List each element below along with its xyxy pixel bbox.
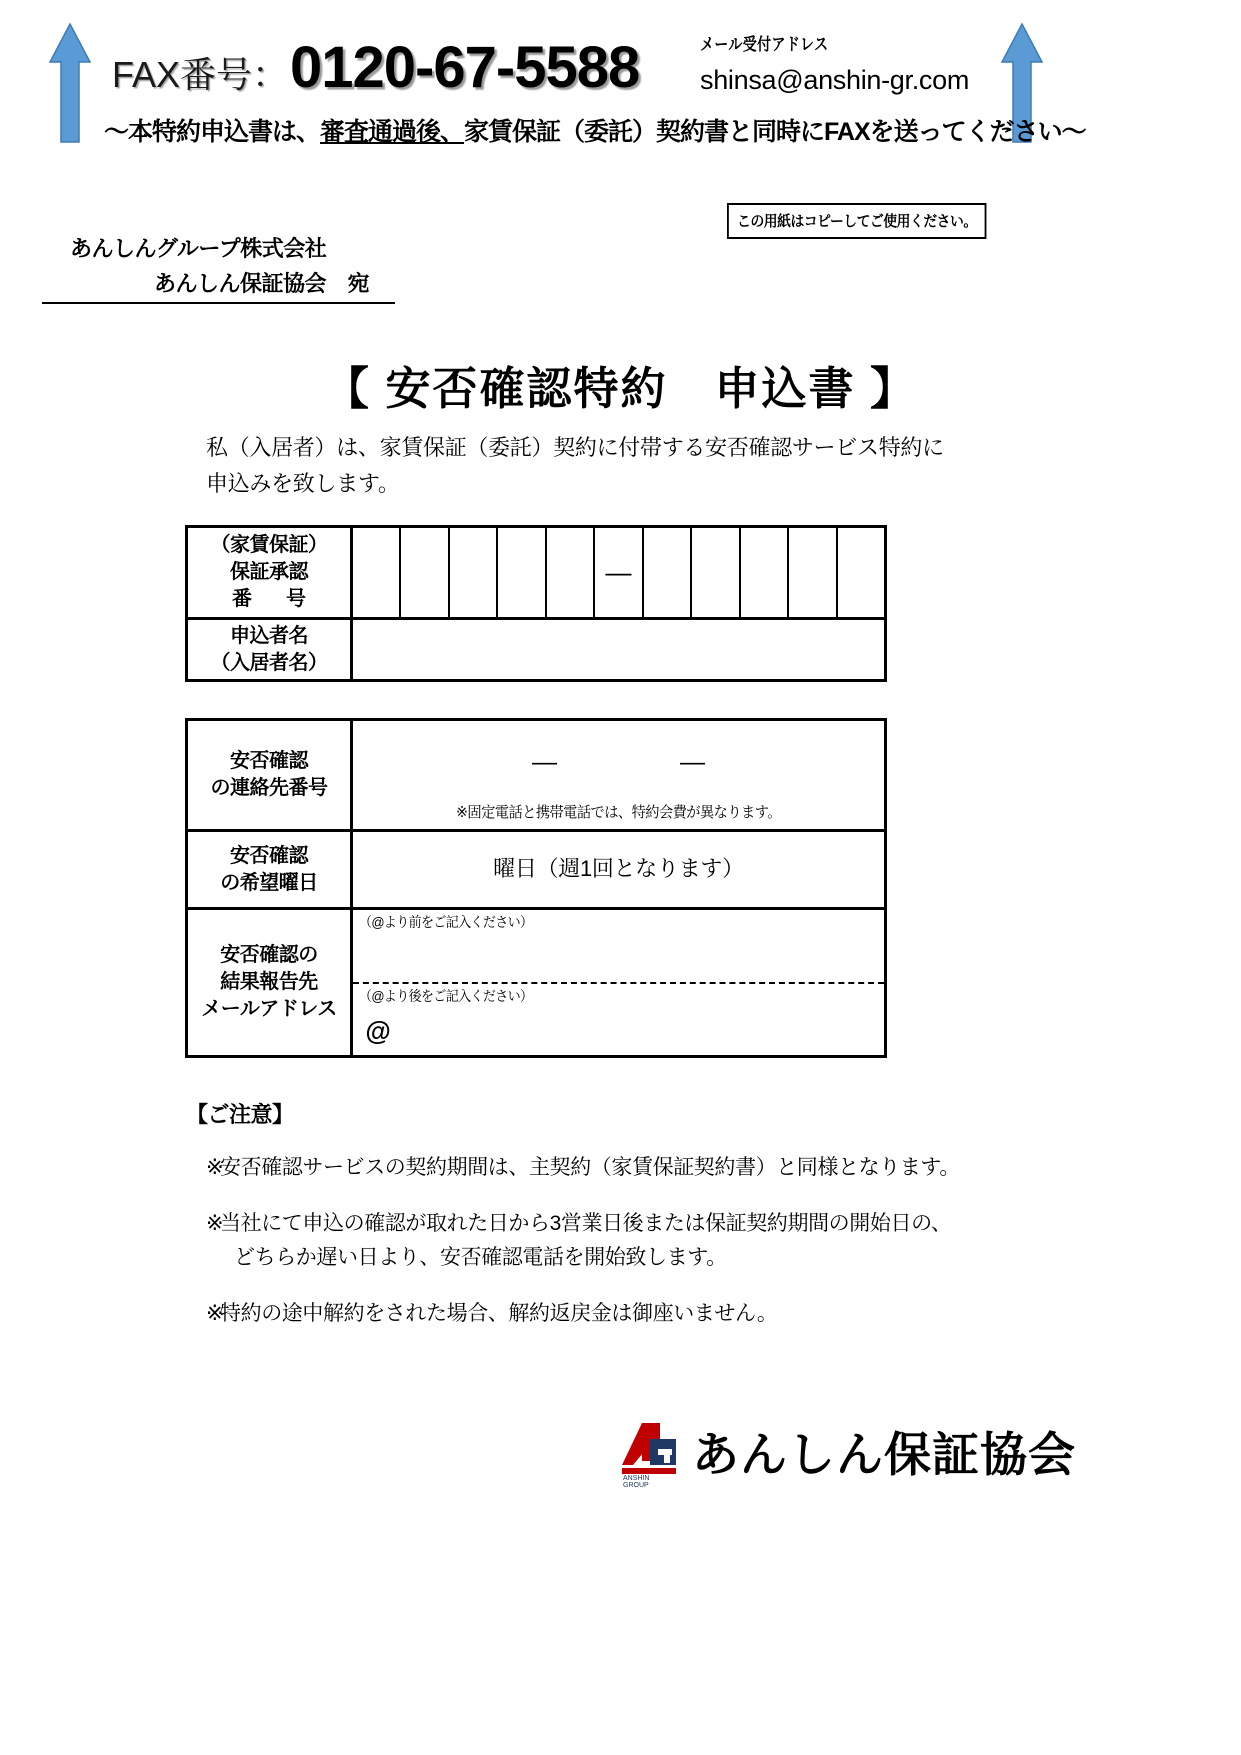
approval-number-table <box>185 525 887 682</box>
notes-section <box>186 1098 1186 1331</box>
approval-number-label-line-1: （家賃保証） <box>210 534 328 556</box>
addressee-company: あんしんグループ株式会社 <box>70 236 327 261</box>
report-email-label-line-2: 結果報告先 <box>220 971 318 993</box>
footer-logo <box>620 1418 1076 1489</box>
contact-phone-label-line-2: の連絡先番号 <box>210 777 328 799</box>
preferred-weekday-input[interactable]: 曜日（週1回となります） <box>493 856 744 881</box>
report-email-label-line-1: 安否確認の <box>220 944 318 966</box>
approval-number-label-line-3: 番 号 <box>232 588 313 610</box>
note-item <box>186 1151 1186 1185</box>
report-email-label <box>188 910 353 1055</box>
approval-number-cell[interactable] <box>401 528 449 617</box>
intro-paragraph <box>206 430 944 501</box>
approval-number-cell[interactable] <box>498 528 546 617</box>
addressee-block <box>42 232 462 304</box>
footer-logo-text: あんしん保証協会 <box>692 1428 1076 1481</box>
note-text <box>220 1151 960 1185</box>
addressee-association: あんしん保証協会 宛 <box>154 271 370 296</box>
email-local-part-input[interactable] <box>353 910 884 984</box>
mail-address: shinsa@anshin-gr.com <box>700 65 970 95</box>
note-item <box>186 1207 1186 1275</box>
preferred-weekday-label-line-2: の希望曜日 <box>220 871 318 894</box>
notes-title: 【ご注意】 <box>186 1102 294 1127</box>
note-bullet-icon: ※ <box>206 1302 224 1326</box>
phone-dash-group <box>353 748 884 777</box>
mail-receive-block <box>700 30 969 96</box>
svg-text:ANSHIN: ANSHIN <box>623 1474 650 1482</box>
approval-number-cell[interactable] <box>644 528 692 617</box>
tagline-underline: 審査通過後、 <box>320 118 465 146</box>
contact-phone-label-line-1: 安否確認 <box>230 750 308 772</box>
contact-phone-row <box>188 721 884 829</box>
email-domain-part-input[interactable] <box>353 984 884 1056</box>
page-title: 【 安否確認特約 申込書 】 <box>323 363 917 414</box>
note-line: 特約の途中解約をされた場合、解約返戻金は御座いません。 <box>220 1302 778 1326</box>
contact-phone-label <box>188 721 353 829</box>
approval-number-row <box>188 528 884 617</box>
applicant-name-input[interactable] <box>353 620 884 679</box>
note-text <box>220 1297 777 1331</box>
phone-dash-2: — <box>680 748 705 776</box>
approval-number-label-line-2: 保証承認 <box>230 561 308 583</box>
approval-number-cell[interactable] <box>741 528 789 617</box>
email-domain-hint: （@より後をご記入ください） <box>359 987 533 1004</box>
contact-phone-input[interactable] <box>353 721 884 829</box>
tagline-post: 家賃保証（委託）契約書と同時にFAXを送ってください〜 <box>464 118 1086 146</box>
applicant-name-label <box>188 620 353 679</box>
intro-line-1: 私（入居者）は、家賃保証（委託）契約に付帯する安否確認サービス特約に <box>206 435 944 460</box>
applicant-name-label-line-1: 申込者名 <box>230 624 308 647</box>
tagline-pre: 〜本特約申込書は、 <box>104 118 321 146</box>
safety-confirmation-table <box>185 718 887 1058</box>
email-local-hint: （@より前をご記入ください） <box>359 914 533 930</box>
preferred-weekday-label-line-1: 安否確認 <box>230 844 308 867</box>
preferred-weekday-label <box>188 832 353 907</box>
applicant-name-label-line-2: （入居者名） <box>210 651 328 674</box>
fax-label: FAX番号： <box>112 54 289 95</box>
up-arrow-icon-left <box>48 22 92 144</box>
at-sign-icon: @ <box>365 1015 391 1046</box>
note-text <box>220 1207 951 1275</box>
approval-number-cell[interactable] <box>789 528 837 617</box>
note-line: 当社にて申込の確認が取れた日から3営業日後または保証契約期間の開始日の、 <box>220 1212 952 1236</box>
report-email-label-line-3: メールアドレス <box>201 998 337 1020</box>
approval-number-cell[interactable] <box>450 528 498 617</box>
svg-text:GROUP: GROUP <box>623 1481 649 1489</box>
fax-number-line <box>112 34 639 101</box>
note-bullet-icon: ※ <box>206 1156 224 1179</box>
report-email-row <box>188 907 884 1055</box>
applicant-name-row <box>188 617 884 679</box>
note-bullet-icon: ※ <box>206 1212 224 1236</box>
phone-dash-1: — <box>532 748 557 776</box>
anshin-group-logo-icon <box>620 1421 678 1489</box>
phone-fee-note: ※固定電話と携帯電話では、特約会費が異なります。 <box>456 804 781 821</box>
approval-number-cell[interactable] <box>692 528 740 617</box>
approval-number-cell[interactable] <box>547 528 595 617</box>
approval-number-cell[interactable] <box>838 528 884 617</box>
submission-instruction <box>104 112 1086 148</box>
fax-number: 0120-67-5588 <box>290 35 640 100</box>
approval-number-cell[interactable] <box>353 528 401 617</box>
copy-notice-box: この用紙はコピーしてご使用ください。 <box>727 203 987 239</box>
note-line: どちらか遅い日より、安否確認電話を開始致します。 <box>234 1246 727 1270</box>
addressee-underline <box>42 302 395 304</box>
intro-line-2: 申込みを致します。 <box>206 470 400 496</box>
report-email-fields <box>353 910 884 1055</box>
approval-number-label <box>188 528 353 617</box>
approval-number-dash-cell: — <box>595 528 643 617</box>
preferred-weekday-row <box>188 829 884 907</box>
page-header <box>0 0 1241 160</box>
mail-label: メール受付アドレス <box>700 35 829 54</box>
note-line: 安否確認サービスの契約期間は、主契約（家賃保証契約書）と同様となります。 <box>220 1156 960 1179</box>
note-item <box>186 1297 1186 1331</box>
approval-number-cells <box>353 528 884 617</box>
